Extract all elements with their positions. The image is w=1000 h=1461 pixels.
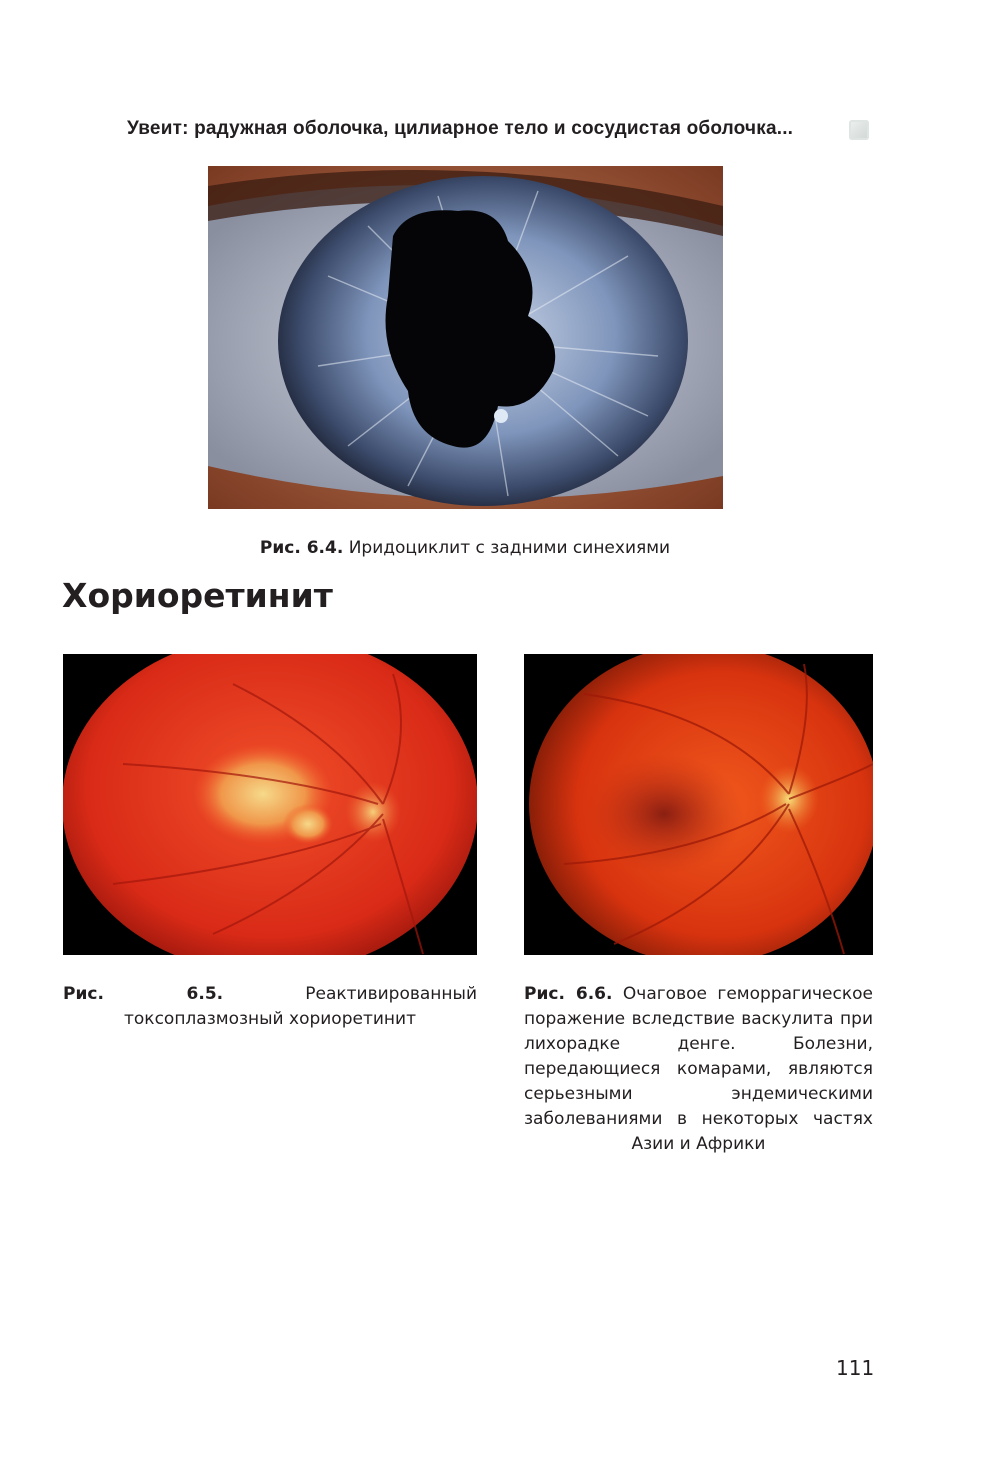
dengue-fundus-photo xyxy=(524,654,873,955)
figure-caption-6-6 xyxy=(524,982,873,1157)
figure-number: Рис. 6.6. xyxy=(524,984,613,1004)
figure-text: Очаговое геморрагическое поражение вследствие васкулита при лихорадке денге. Болезни, передающиеся комарами, являются серьезными эндемическими заболеваниями в некоторых частях Азии и Африки xyxy=(524,984,873,1154)
figure-caption-6-4 xyxy=(0,536,930,561)
page-number: 111 xyxy=(836,1356,875,1380)
figure-text: Иридоциклит с задними синехиями xyxy=(343,538,671,558)
running-header: Увеит: радужная оболочка, цилиарное тело и сосудистая оболочка... xyxy=(127,118,794,139)
chapter-marker-icon xyxy=(849,120,869,140)
iridocyclitis-photo xyxy=(208,166,723,509)
figure-number: Рис. 6.4. xyxy=(259,538,344,558)
figure-caption-6-5 xyxy=(63,982,477,1032)
toxoplasmosis-fundus-photo xyxy=(63,654,477,955)
figure-number: Рис. 6.5. xyxy=(63,984,224,1004)
figure-text: Реактивированный токсоплазмозный хориоретинит xyxy=(124,984,477,1029)
section-title: Хориоретинит xyxy=(62,576,333,615)
